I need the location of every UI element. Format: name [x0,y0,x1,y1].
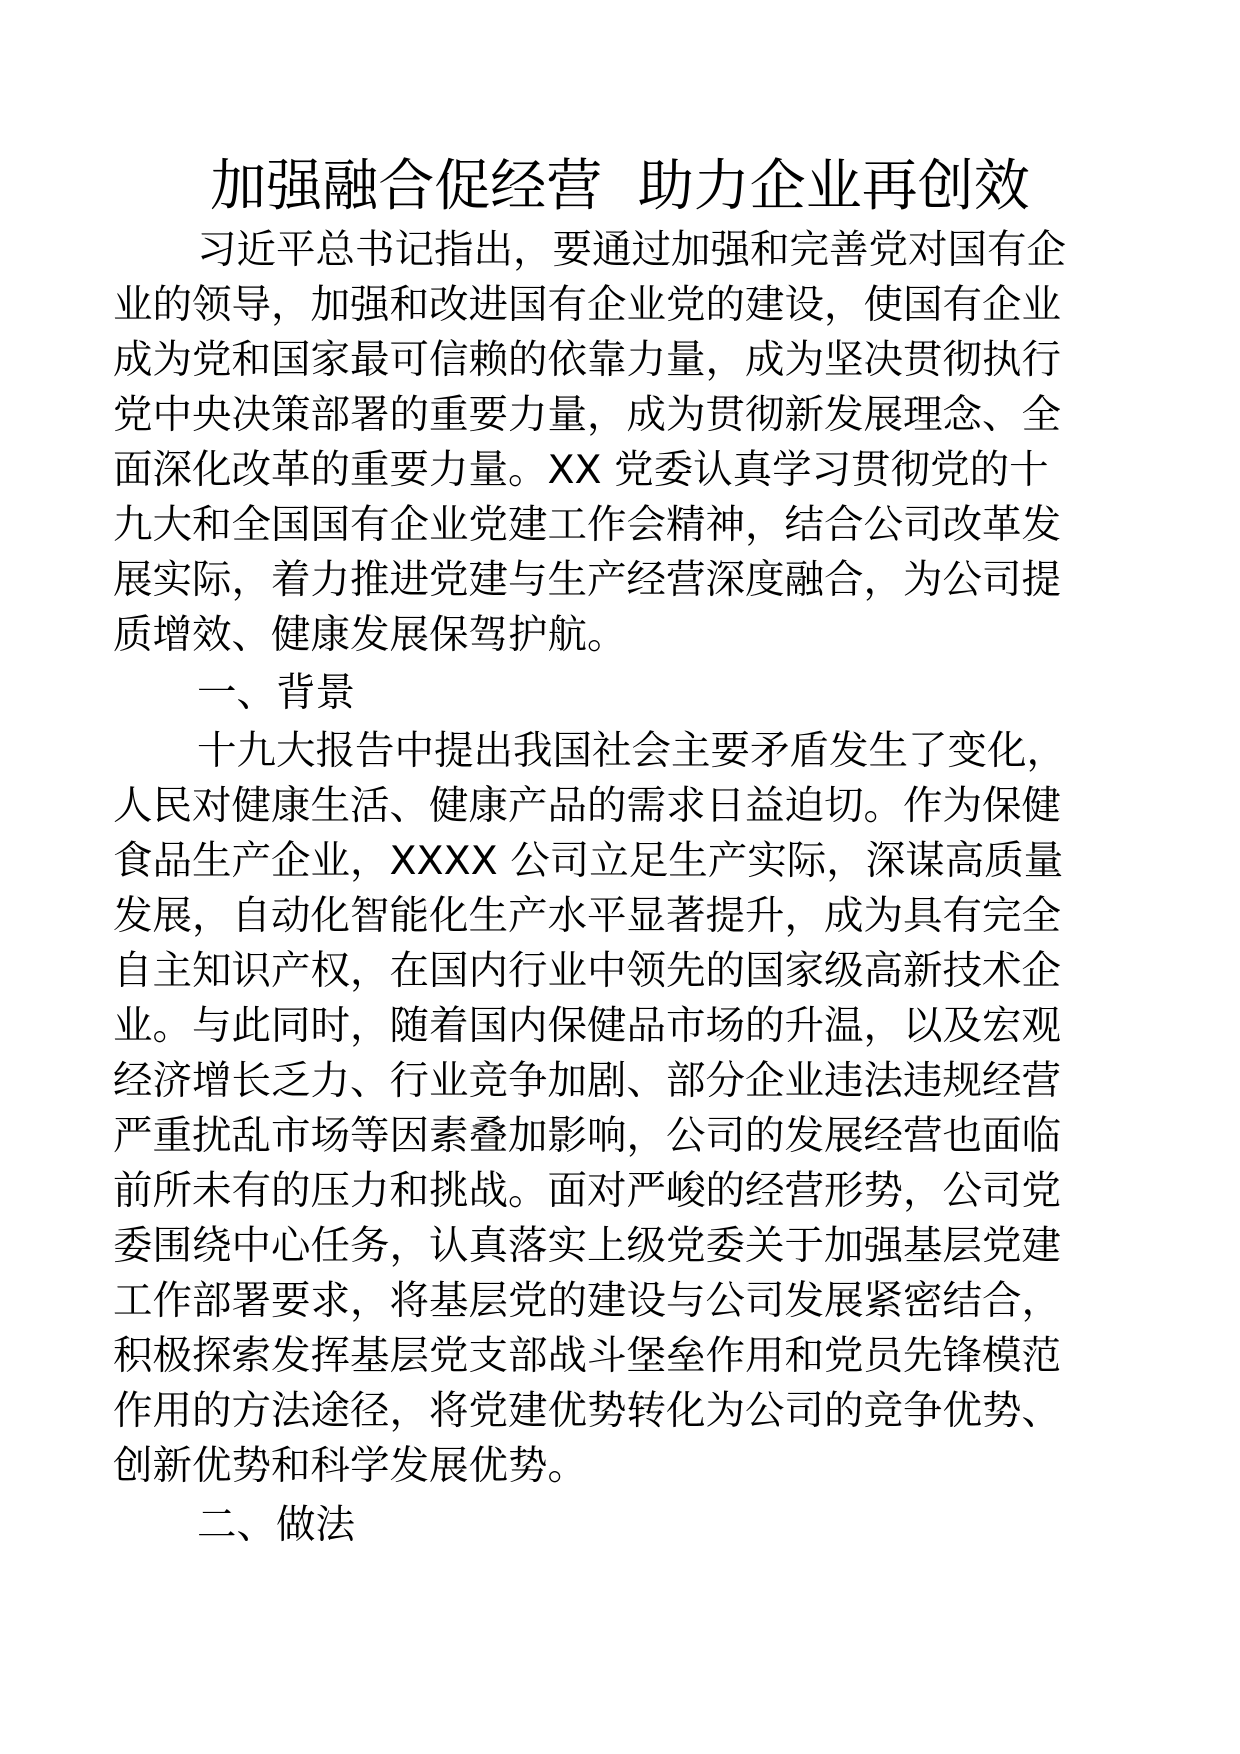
text-line: 积极探索发挥基层党支部战斗堡垒作用和党员先锋模范 [113,1333,1061,1379]
text-line: 十九大报告中提出我国社会主要矛盾发生了变化， [197,728,1066,774]
text-line: 委围绕中心任务，认真落实上级党委关于加强基层党建 [113,1223,1061,1269]
section-heading-methods: 二、做法 [197,1502,355,1548]
text-line: 自主知识产权，在国内行业中领先的国家级高新技术企 [113,948,1061,994]
section-heading-background: 一、背景 [197,670,355,716]
text-line: 经济增长乏力、行业竞争加剧、部分企业违法违规经营 [113,1058,1061,1104]
text-line: 党中央决策部署的重要力量，成为贯彻新发展理念、全 [113,392,1061,438]
text-line: 工作部署要求，将基层党的建设与公司发展紧密结合， [113,1278,1061,1324]
text-line: 业。与此同时，随着国内保健品市场的升温，以及宏观 [113,1003,1061,1049]
text-line: 食品生产企业，XXXX 公司立足生产实际，深谋高质量 [113,838,1064,884]
text-line: 九大和全国国有企业党建工作会精神，结合公司改革发 [113,502,1061,548]
text-line: 发展，自动化智能化生产水平显著提升，成为具有完全 [113,893,1061,939]
text-line: 创新优势和科学发展优势。 [113,1443,587,1489]
text-line: 业的领导，加强和改进国有企业党的建设，使国有企业 [113,282,1061,328]
text-line: 作用的方法途径，将党建优势转化为公司的竞争优势、 [113,1388,1061,1434]
text-line: 展实际，着力推进党建与生产经营深度融合，为公司提 [113,557,1061,603]
text-line: 成为党和国家最可信赖的依靠力量，成为坚决贯彻执行 [113,337,1061,383]
text-line: 前所未有的压力和挑战。面对严峻的经营形势，公司党 [113,1168,1061,1214]
text-line: 质增效、健康发展保驾护航。 [113,612,627,658]
text-line: 人民对健康生活、健康产品的需求日益迫切。作为保健 [113,783,1061,829]
text-line: 面深化改革的重要力量。XX 党委认真学习贯彻党的十 [113,447,1049,493]
text-line: 严重扰乱市场等因素叠加影响，公司的发展经营也面临 [113,1113,1061,1159]
document-title: 加强融合促经营 助力企业再创效 [210,154,1030,219]
text-line: 习近平总书记指出，要通过加强和完善党对国有企 [197,227,1066,273]
